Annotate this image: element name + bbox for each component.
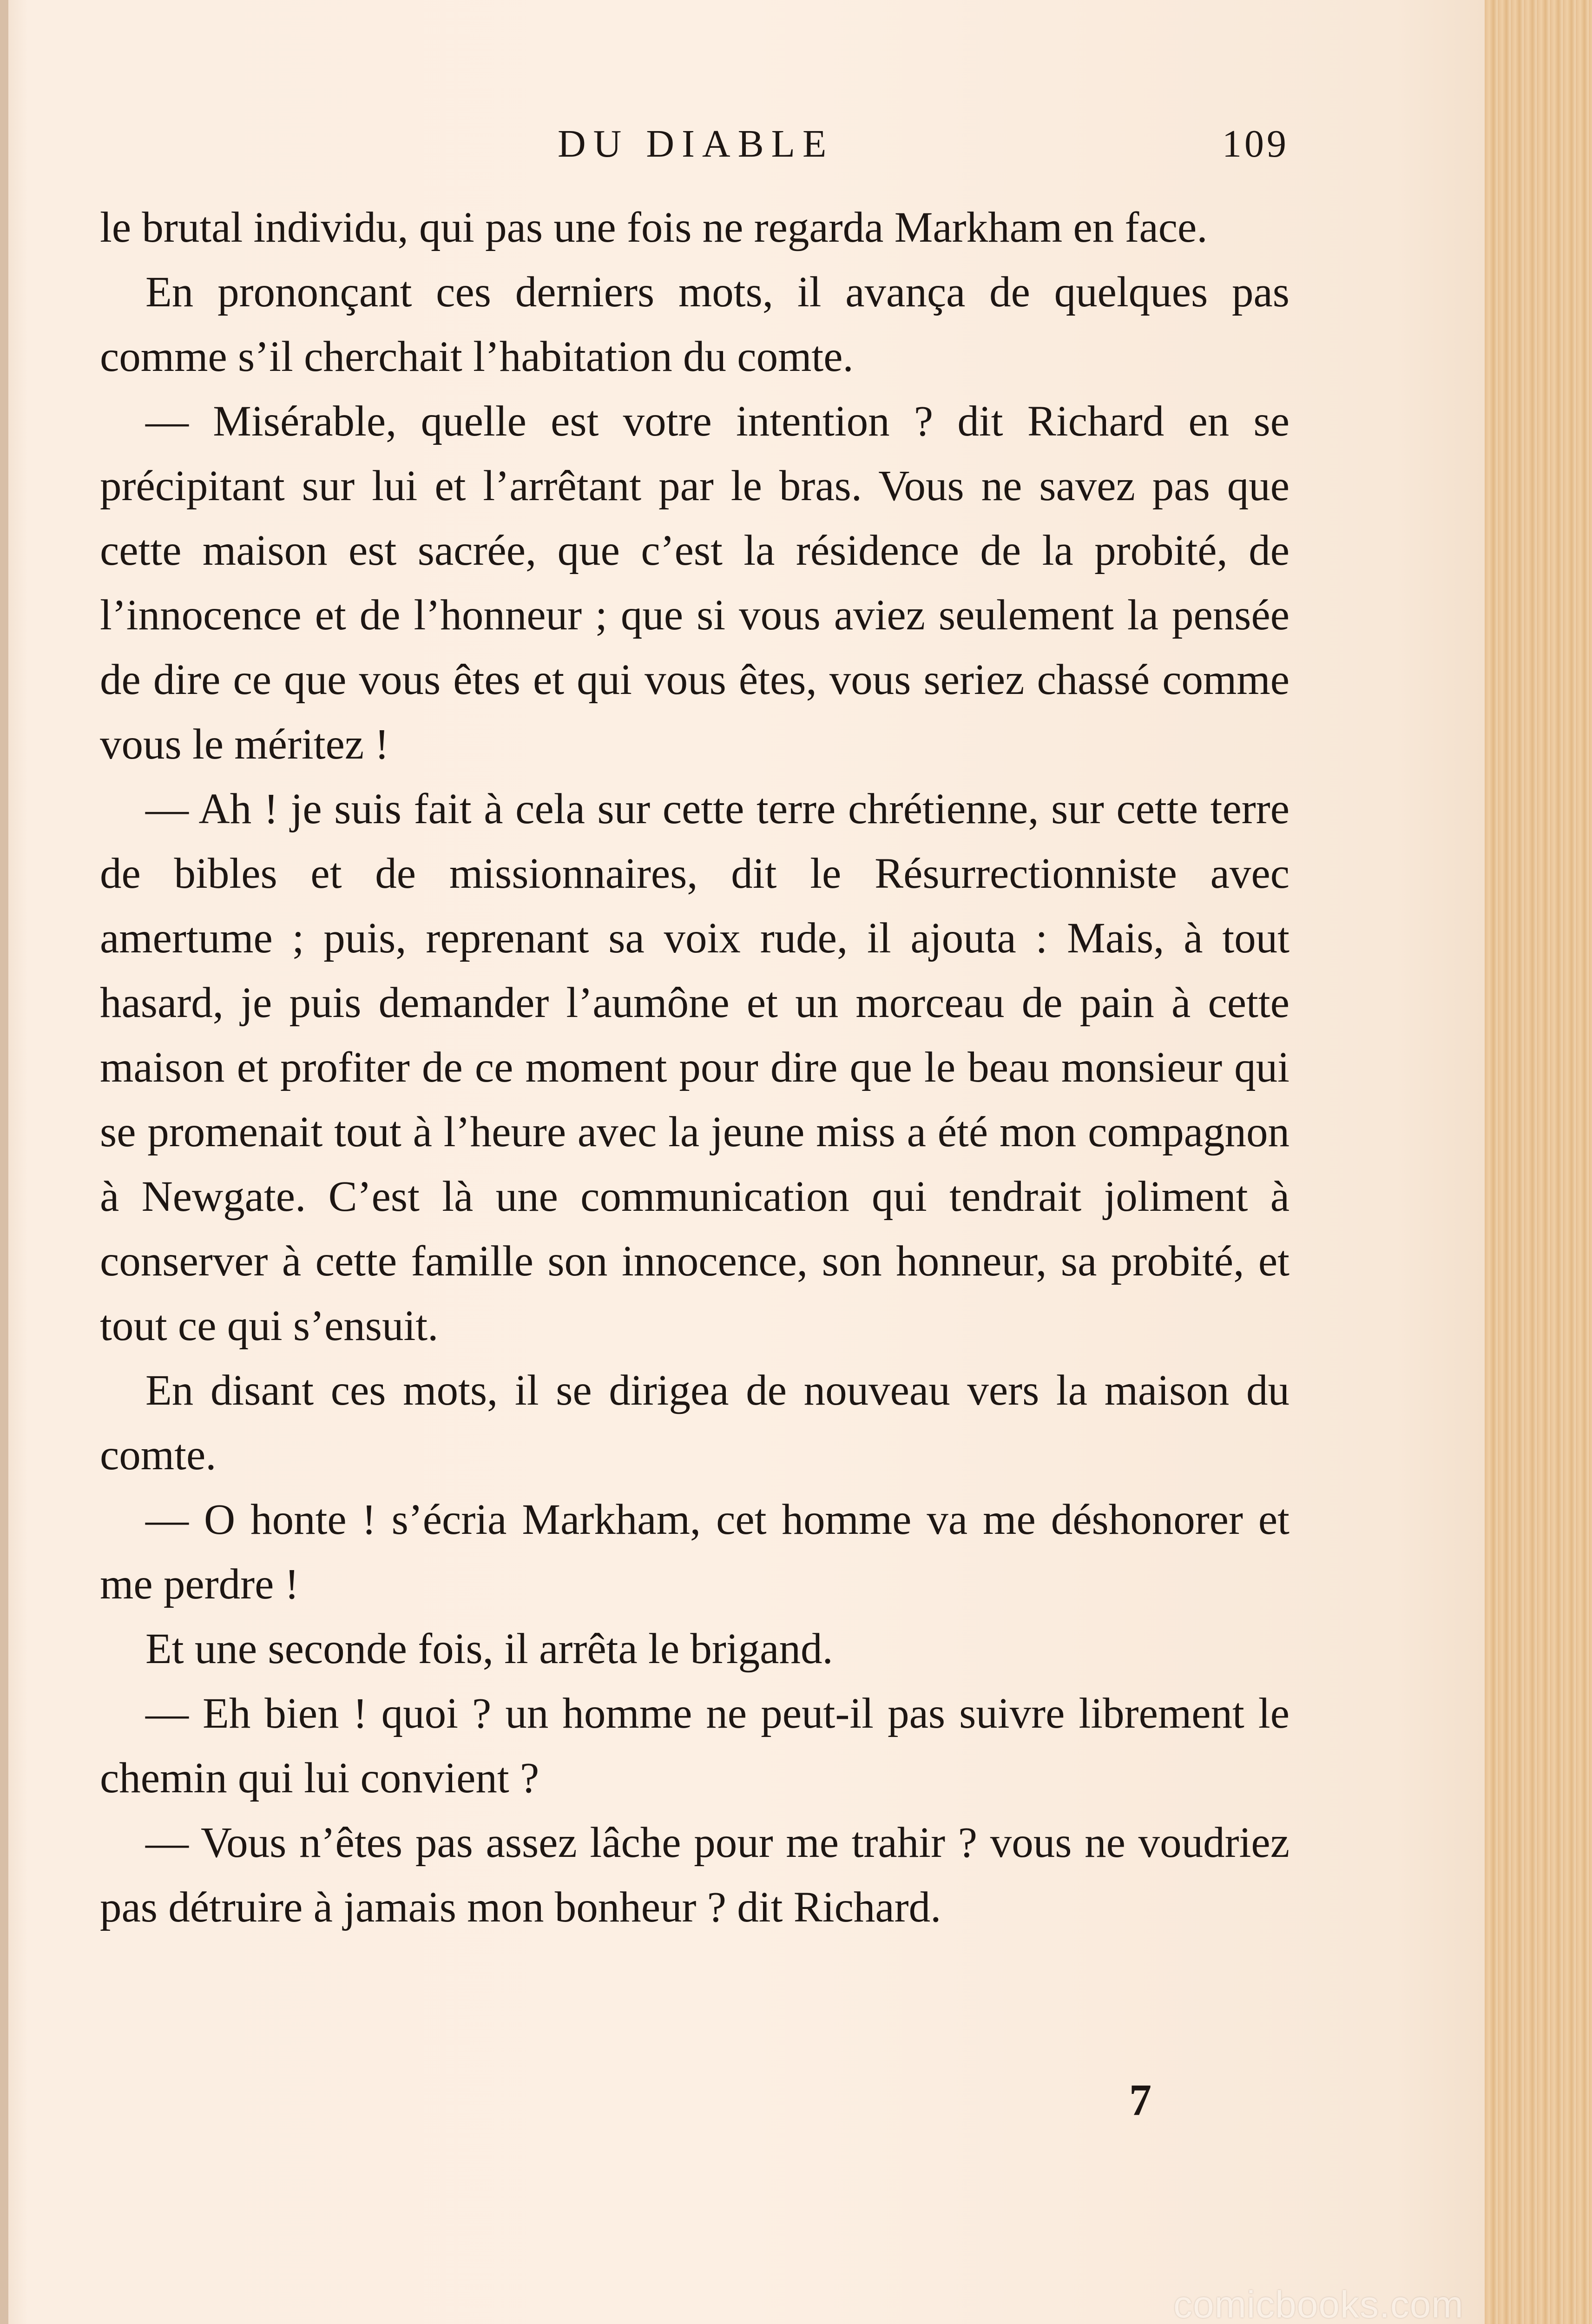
- body-text: [100, 195, 1289, 1940]
- paragraph: Et une seconde fois, il arrêta le brigand.: [145, 1625, 833, 1673]
- binding-shadow: [0, 0, 8, 2324]
- paragraph: En disant ces mots, il se dirigea de nouveau vers la maison du comte.: [100, 1367, 1289, 1479]
- signature-mark: 7: [1129, 2075, 1151, 2125]
- paragraph: — Ah ! je suis fait à cela sur cette terre chrétienne, sur cette terre de bibles et de missionnaires, dit le Résurrectionniste avec amertume ; puis, reprenant sa voix rude, il ajouta : Mais, à tout hasard, je puis demander l’aumône et un morceau de pain à cette maison et profiter de ce moment pour dire que le beau monsieur qui se promenait tout à l’heure avec la jeune miss a été mon compagnon à Newgate. C’est là une communication qui tendrait joliment à conserver à cette famille son innocence, son honneur, sa probité, et tout ce qui s’ensuit.: [100, 785, 1289, 1350]
- paragraph: En prononçant ces derniers mots, il avança de quelques pas comme s’il cherchait l’habitation du comte.: [100, 268, 1289, 381]
- paragraph: — Vous n’êtes pas assez lâche pour me trahir ? vous ne voudriez pas détruire à jamais mon bonheur ? dit Richard.: [100, 1819, 1289, 1931]
- paragraph: le brutal individu, qui pas une fois ne regarda Markham en face.: [100, 204, 1208, 251]
- paragraph: — Misérable, quelle est votre intention ? dit Richard en se précipitant sur lui et l’arrêtant par le bras. Vous ne savez pas que cette maison est sacrée, que c’est la résidence de la probité, de l’innocence et de l’honneur ; que si vous aviez seulement la pensée de dire ce que vous êtes et qui vous êtes, vous seriez chassé comme vous le méritez !: [100, 397, 1289, 768]
- page-edges: [1485, 0, 1592, 2324]
- paragraph: — Eh bien ! quoi ? un homme ne peut-il pas suivre librement le chemin qui lui convient ?: [100, 1690, 1289, 1802]
- running-head: DU DIABLE: [558, 122, 834, 165]
- watermark: comicbooks.com: [1173, 2284, 1464, 2324]
- paragraph: — O honte ! s’écria Markham, cet homme va me déshonorer et me perdre !: [100, 1496, 1289, 1608]
- page-number: 109: [1222, 122, 1289, 165]
